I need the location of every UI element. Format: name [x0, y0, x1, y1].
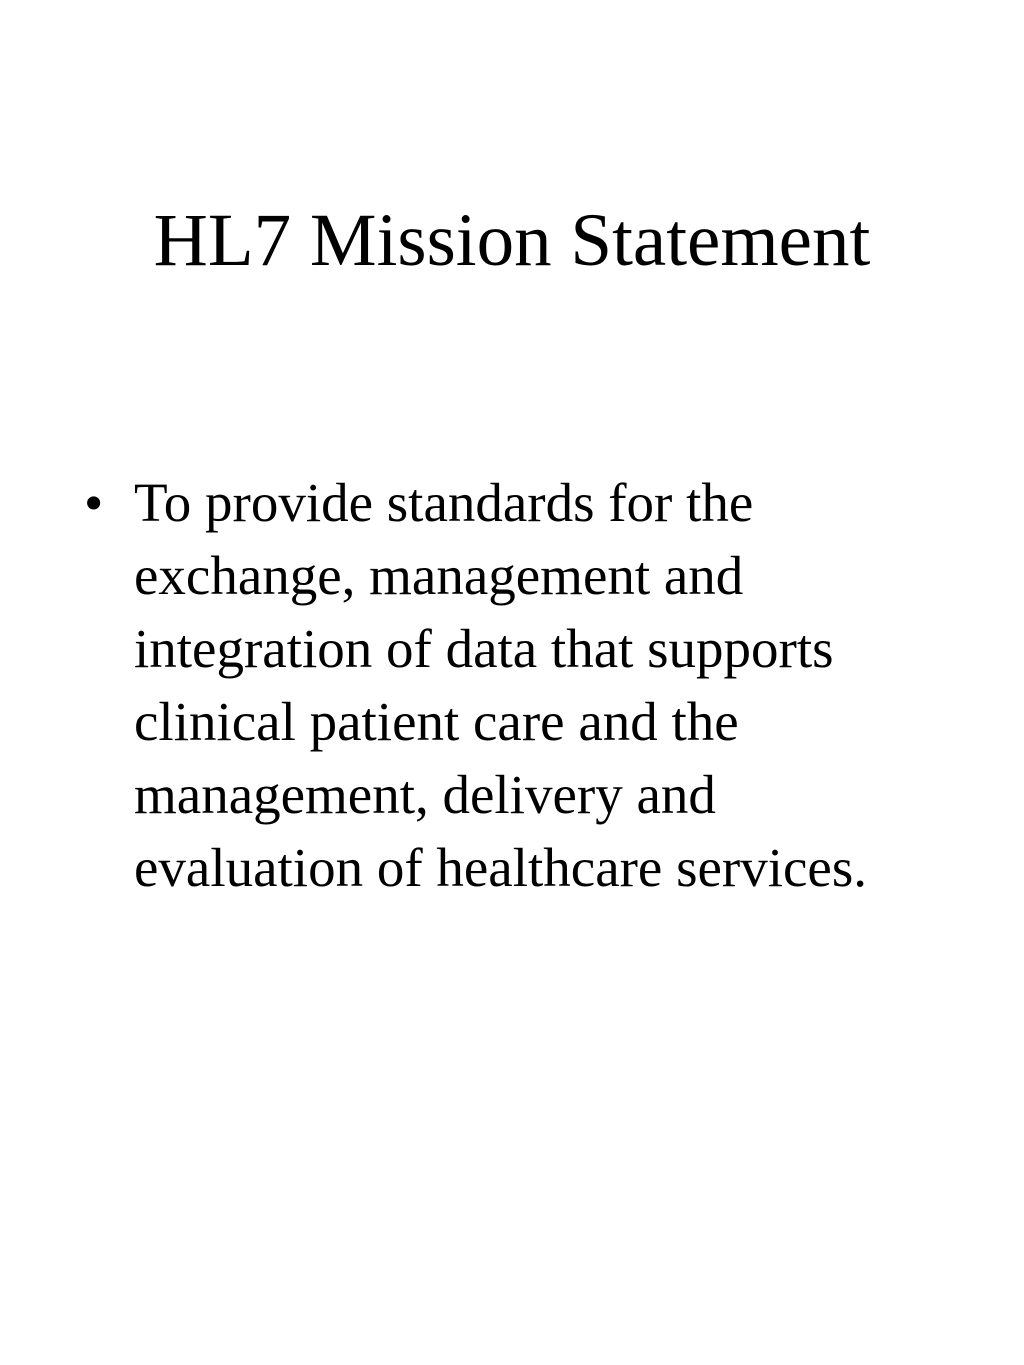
bullet-list — [84, 466, 924, 904]
bullet-marker: • — [84, 472, 104, 533]
bullet-text: To provide standards for the exchange, management and integration of data that supports clinical patient care and the management, delivery and evaluation of healthcare services. — [134, 472, 867, 898]
slide-title: HL7 Mission Statement — [153, 199, 871, 282]
bullet-item — [84, 466, 924, 904]
